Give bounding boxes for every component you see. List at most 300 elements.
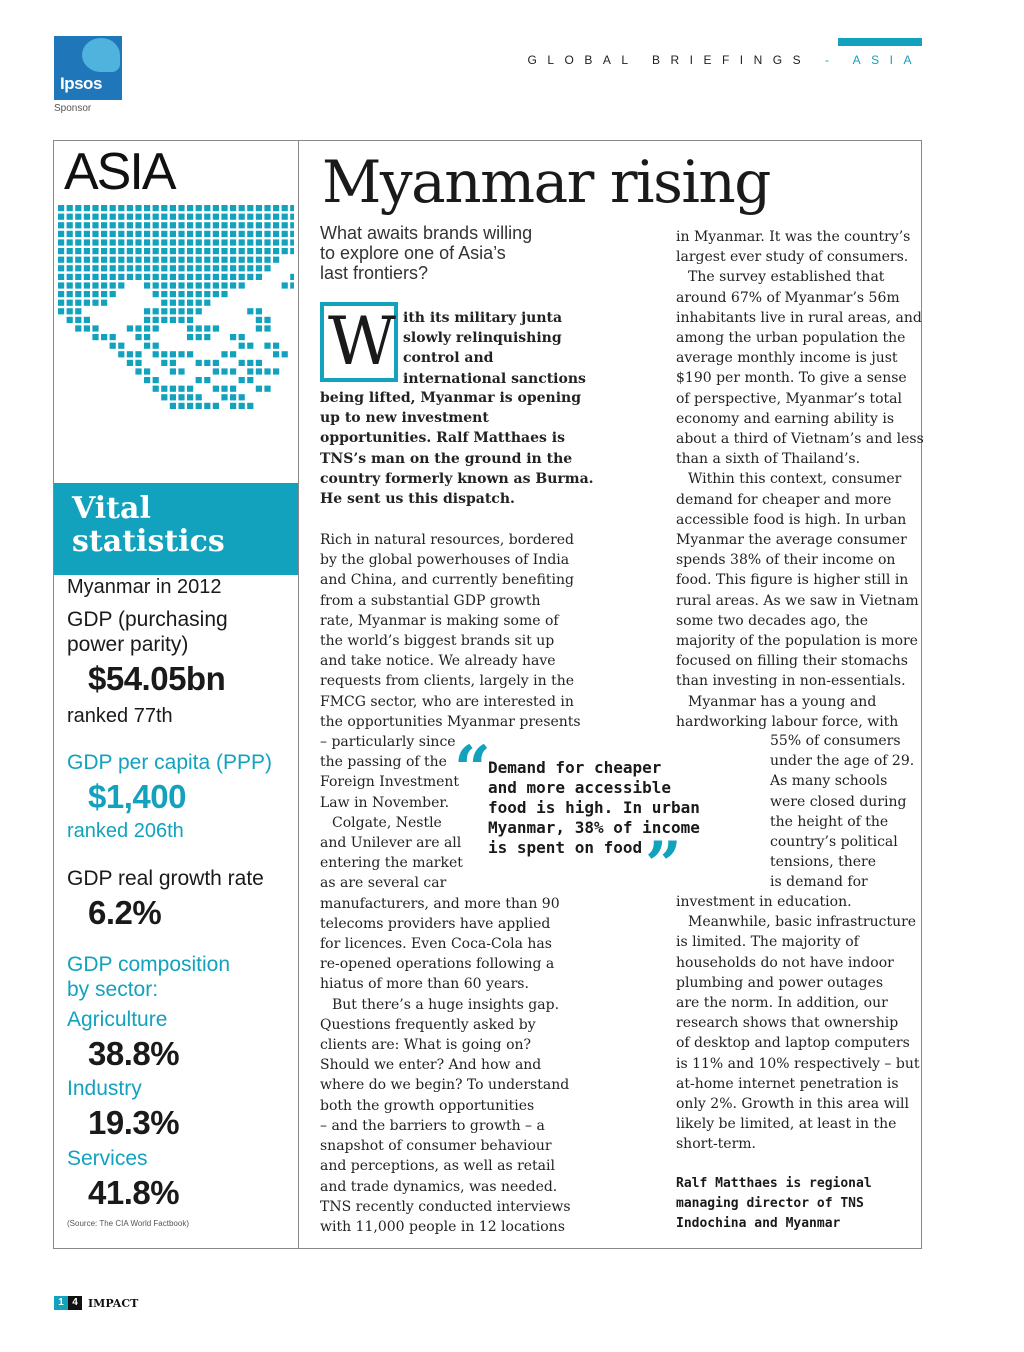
map-dot xyxy=(75,214,81,220)
map-dot xyxy=(187,222,193,228)
map-dot xyxy=(196,291,202,297)
map-dot xyxy=(67,205,73,211)
text-line: only 2%. Growth in this area will xyxy=(676,1096,910,1113)
text-line: Myanmar the average consumer xyxy=(676,532,907,549)
column-divider xyxy=(298,140,299,1249)
map-dot xyxy=(67,300,73,306)
map-dot xyxy=(170,257,176,263)
map-dot xyxy=(75,257,81,263)
map-dot xyxy=(101,291,107,297)
map-dot xyxy=(170,239,176,245)
map-dot xyxy=(178,368,184,374)
map-dot xyxy=(170,265,176,271)
text-line: among the urban population the xyxy=(676,330,906,347)
text-line: and Unilever are all xyxy=(320,835,462,852)
map-dot xyxy=(196,222,202,228)
map-dot xyxy=(118,265,124,271)
text-line: He sent us this dispatch. xyxy=(320,491,515,508)
map-dot xyxy=(84,265,90,271)
page-number-digit: 1 xyxy=(54,1296,68,1310)
map-dot xyxy=(135,351,141,357)
map-dot xyxy=(256,325,262,331)
map-dot xyxy=(110,265,116,271)
map-dot xyxy=(187,351,193,357)
text-line: snapshot of consumer behaviour xyxy=(320,1138,552,1155)
map-dot xyxy=(187,248,193,254)
map-dot xyxy=(110,334,116,340)
text-line: largest ever study of consumers. xyxy=(676,249,909,266)
map-dot xyxy=(153,274,159,280)
map-dot xyxy=(256,214,262,220)
map-dot xyxy=(75,231,81,237)
text-line: at-home internet penetration is xyxy=(676,1075,899,1092)
map-dot xyxy=(153,308,159,314)
map-dot xyxy=(213,291,219,297)
map-dot xyxy=(221,368,227,374)
map-dot xyxy=(67,231,73,237)
map-dot xyxy=(256,239,262,245)
text-line: requests from clients, largely in the xyxy=(320,673,574,690)
standfirst-line: What awaits brands willing xyxy=(320,223,533,243)
map-dot xyxy=(110,214,116,220)
growth-rate-value: 6.2% xyxy=(88,894,162,931)
map-dot xyxy=(221,386,227,392)
map-dot xyxy=(196,265,202,271)
ipsos-logo xyxy=(54,36,122,100)
text-line: Meanwhile, basic infrastructure xyxy=(688,914,917,931)
map-dot xyxy=(178,351,184,357)
text-line: majority of the population is more xyxy=(676,633,918,650)
text-line: Rich in natural resources, bordered xyxy=(320,532,575,548)
map-dot xyxy=(230,282,236,288)
text-line: demand for cheaper and more xyxy=(676,491,892,508)
map-dot xyxy=(153,265,159,271)
map-dot xyxy=(196,257,202,263)
map-dot xyxy=(230,368,236,374)
map-dot xyxy=(204,377,210,383)
map-dot xyxy=(230,214,236,220)
map-dot xyxy=(75,282,81,288)
map-dot xyxy=(101,274,107,280)
map-dot xyxy=(84,222,90,228)
map-dot xyxy=(135,205,141,211)
map-dot xyxy=(135,368,141,374)
text-line: by the global powerhouses of India xyxy=(320,552,570,569)
map-dot xyxy=(273,343,279,349)
sponsor-label: Sponsor xyxy=(54,103,92,114)
map-dot xyxy=(58,274,64,280)
gdp-ppp-label-line: power parity) xyxy=(67,633,189,656)
map-dot xyxy=(153,248,159,254)
map-dot xyxy=(264,214,270,220)
map-dot xyxy=(67,291,73,297)
map-dot xyxy=(196,403,202,409)
map-dot xyxy=(58,239,64,245)
map-dot xyxy=(170,403,176,409)
map-dot xyxy=(153,282,159,288)
map-dot xyxy=(290,282,294,288)
map-dot xyxy=(204,265,210,271)
map-dot xyxy=(178,231,184,237)
map-dot xyxy=(118,222,124,228)
map-dot xyxy=(67,265,73,271)
map-dot xyxy=(273,205,279,211)
text-line: TNS recently conducted interviews xyxy=(320,1198,571,1215)
text-line: and perceptions, as well as retail xyxy=(320,1158,555,1175)
map-dot xyxy=(118,231,124,237)
map-dot xyxy=(127,214,133,220)
text-line: is 11% and 10% respectively – but xyxy=(676,1055,920,1072)
map-dot xyxy=(239,274,245,280)
map-dot xyxy=(230,351,236,357)
map-dot xyxy=(282,222,288,228)
map-dot xyxy=(144,265,150,271)
map-dot xyxy=(187,231,193,237)
map-dot xyxy=(84,248,90,254)
map-dot xyxy=(161,257,167,263)
text-line: with 11,000 people in 12 locations xyxy=(320,1218,565,1235)
map-dot xyxy=(221,214,227,220)
map-dot xyxy=(110,231,116,237)
growth-rate-label: GDP real growth rate xyxy=(67,867,264,890)
map-dot xyxy=(239,343,245,349)
map-dot xyxy=(256,257,262,263)
map-dot xyxy=(256,308,262,314)
agriculture-label: Agriculture xyxy=(67,1008,168,1031)
map-dot xyxy=(101,282,107,288)
section-name: GLOBAL BRIEFINGS xyxy=(527,53,812,67)
map-dot xyxy=(58,222,64,228)
map-dot xyxy=(170,222,176,228)
gdp-composition-label-line: GDP composition xyxy=(67,953,231,976)
map-dot xyxy=(247,368,253,374)
map-dot xyxy=(92,334,98,340)
map-dot xyxy=(247,343,253,349)
map-dot xyxy=(84,231,90,237)
map-dot xyxy=(161,386,167,392)
text-line: than a sixth of Thailand’s. xyxy=(676,451,861,468)
map-dot xyxy=(75,291,81,297)
map-dot xyxy=(135,325,141,331)
map-dot xyxy=(127,360,133,366)
map-dot xyxy=(178,403,184,409)
map-dot xyxy=(127,265,133,271)
article-headline: Myanmar rising xyxy=(322,148,770,216)
text-line: – and the barriers to growth – a xyxy=(320,1117,545,1134)
text-line: 55% of consumers xyxy=(770,733,901,749)
text-line: around 67% of Myanmar’s 56m xyxy=(676,289,900,306)
map-dot xyxy=(239,403,245,409)
sidebar-title: ASIA xyxy=(64,143,175,201)
map-dot xyxy=(161,248,167,254)
map-dot xyxy=(67,239,73,245)
map-dot xyxy=(247,360,253,366)
map-dot xyxy=(58,214,64,220)
map-dot xyxy=(213,386,219,392)
ipsos-logo-text: Ipsos xyxy=(60,74,102,93)
map-dot xyxy=(196,300,202,306)
map-dot xyxy=(247,265,253,271)
map-dot xyxy=(118,274,124,280)
map-dot xyxy=(161,300,167,306)
map-dot xyxy=(92,205,98,211)
map-dot xyxy=(196,325,202,331)
map-dot xyxy=(170,368,176,374)
text-line: food is high. In urban xyxy=(488,798,700,817)
map-dot xyxy=(221,351,227,357)
industry-label: Industry xyxy=(67,1077,142,1100)
map-dot xyxy=(239,222,245,228)
text-line: average monthly income is just xyxy=(676,350,898,367)
map-dot xyxy=(282,351,288,357)
map-dot xyxy=(92,231,98,237)
map-dot xyxy=(247,274,253,280)
map-dot xyxy=(84,317,90,323)
map-dot xyxy=(178,257,184,263)
map-dot xyxy=(67,308,73,314)
map-dot xyxy=(256,231,262,237)
gdp-ppp-rank: ranked 77th xyxy=(67,705,173,727)
map-dot xyxy=(110,291,116,297)
map-dot xyxy=(144,248,150,254)
map-dot xyxy=(153,343,159,349)
map-dot xyxy=(187,394,193,400)
map-dot xyxy=(153,231,159,237)
gdp-composition-label-line: by sector: xyxy=(67,978,159,1001)
quote-close-mark: ” xyxy=(645,828,682,903)
map-dot xyxy=(110,239,116,245)
map-dot xyxy=(239,360,245,366)
map-dot xyxy=(84,325,90,331)
map-dot xyxy=(239,334,245,340)
map-dot xyxy=(204,231,210,237)
map-dot xyxy=(84,300,90,306)
map-dot xyxy=(92,282,98,288)
text-line: the passing of the xyxy=(320,754,447,771)
text-line: hardworking labour force, with xyxy=(676,713,899,730)
standfirst-line: last frontiers? xyxy=(320,263,429,283)
map-dot xyxy=(290,222,294,228)
map-dot xyxy=(230,257,236,263)
map-dot xyxy=(101,239,107,245)
map-dot xyxy=(196,214,202,220)
map-dot xyxy=(213,257,219,263)
map-dot xyxy=(178,205,184,211)
text-line: Within this context, consumer xyxy=(688,471,902,488)
article-intro-bottom xyxy=(320,388,594,509)
map-dot xyxy=(170,205,176,211)
map-dot xyxy=(58,291,64,297)
map-dot xyxy=(118,214,124,220)
map-dot xyxy=(127,274,133,280)
map-dot xyxy=(204,214,210,220)
map-dot xyxy=(230,386,236,392)
map-dot xyxy=(213,325,219,331)
map-dot xyxy=(213,265,219,271)
map-dot xyxy=(110,222,116,228)
text-line: up to new investment xyxy=(320,410,489,427)
text-line: hiatus of more than 60 years. xyxy=(320,976,529,993)
map-dot xyxy=(75,265,81,271)
map-dot xyxy=(153,377,159,383)
gdp-per-capita-label: GDP per capita (PPP) xyxy=(67,751,273,774)
map-dot xyxy=(84,282,90,288)
map-dot xyxy=(118,343,124,349)
text-line: Demand for cheaper xyxy=(488,758,662,777)
map-dot xyxy=(196,248,202,254)
map-dot xyxy=(67,248,73,254)
map-dot xyxy=(170,351,176,357)
map-dot xyxy=(170,274,176,280)
map-dot xyxy=(92,248,98,254)
article-intro-top xyxy=(403,308,586,389)
vital-title-line: statistics xyxy=(72,524,225,559)
map-dot xyxy=(230,334,236,340)
text-line: accessible food is high. In urban xyxy=(676,511,907,528)
map-dot xyxy=(239,377,245,383)
map-dot xyxy=(92,300,98,306)
map-dot xyxy=(161,291,167,297)
map-dot xyxy=(101,214,107,220)
map-dot xyxy=(230,394,236,400)
map-dot xyxy=(178,248,184,254)
text-line: being lifted, Myanmar is opening xyxy=(320,390,582,406)
industry-value: 19.3% xyxy=(88,1104,180,1141)
text-line: As many schools xyxy=(770,773,888,790)
map-dot xyxy=(67,274,73,280)
text-line: is spent on food xyxy=(488,838,643,857)
map-dot xyxy=(118,248,124,254)
map-dot xyxy=(230,231,236,237)
map-dot xyxy=(84,205,90,211)
map-dot xyxy=(161,205,167,211)
article-column-2-wrap xyxy=(770,731,914,893)
map-dot xyxy=(58,300,64,306)
map-dot xyxy=(204,325,210,331)
map-dot xyxy=(196,394,202,400)
map-dot xyxy=(204,403,210,409)
section-region: ASIA xyxy=(852,53,922,67)
map-dot xyxy=(187,214,193,220)
map-dot xyxy=(290,214,294,220)
map-dot xyxy=(247,239,253,245)
map-dot xyxy=(273,368,279,374)
text-line: and trade dynamics, was needed. xyxy=(320,1178,558,1195)
map-dot xyxy=(204,248,210,254)
map-dot xyxy=(256,368,262,374)
map-dot xyxy=(221,394,227,400)
gdp-per-capita-value: $1,400 xyxy=(88,778,186,815)
map-dot xyxy=(221,274,227,280)
map-dot xyxy=(161,282,167,288)
text-line: inhabitants live in rural areas, and xyxy=(676,309,922,326)
text-line: managing director of TNS xyxy=(676,1196,864,1211)
map-dot xyxy=(135,265,141,271)
map-dot xyxy=(75,248,81,254)
map-dot xyxy=(144,214,150,220)
map-dot xyxy=(144,282,150,288)
map-dot xyxy=(264,231,270,237)
map-dot xyxy=(170,282,176,288)
map-dot xyxy=(187,300,193,306)
map-dot xyxy=(247,214,253,220)
map-dot xyxy=(118,351,124,357)
map-dot xyxy=(221,205,227,211)
text-line: FMCG sector, who are interested in xyxy=(320,693,574,710)
map-dot xyxy=(161,231,167,237)
map-dot xyxy=(230,265,236,271)
section-header xyxy=(528,53,922,67)
text-line: rural areas. As we saw in Vietnam xyxy=(676,592,919,609)
map-dot xyxy=(58,265,64,271)
map-dot xyxy=(264,248,270,254)
map-dot xyxy=(221,222,227,228)
map-dot xyxy=(264,239,270,245)
map-dot xyxy=(92,291,98,297)
map-dot xyxy=(221,291,227,297)
map-dot xyxy=(144,334,150,340)
map-dot xyxy=(178,222,184,228)
map-dot xyxy=(273,351,279,357)
map-dot xyxy=(58,257,64,263)
article-column-1 xyxy=(320,530,581,1237)
vital-title-line: Vital xyxy=(72,491,151,526)
section-separator: - xyxy=(824,53,840,67)
map-dot xyxy=(264,205,270,211)
gdp-ppp-label xyxy=(67,607,228,657)
map-dot xyxy=(170,360,176,366)
map-dot xyxy=(264,386,270,392)
map-dot xyxy=(75,317,81,323)
map-dot xyxy=(144,325,150,331)
map-dot xyxy=(170,308,176,314)
map-dot xyxy=(161,274,167,280)
map-dot xyxy=(256,360,262,366)
map-dot xyxy=(178,300,184,306)
text-line: both the growth opportunities xyxy=(320,1097,535,1114)
map-dot xyxy=(135,222,141,228)
map-dot xyxy=(256,265,262,271)
text-line: ith its military junta xyxy=(403,310,563,326)
text-line: is limited. The majority of xyxy=(676,934,859,951)
publication-name: IMPACT xyxy=(88,1296,139,1310)
map-dot xyxy=(213,403,219,409)
map-dot xyxy=(273,257,279,263)
map-dot xyxy=(127,248,133,254)
map-dot xyxy=(178,282,184,288)
map-dot xyxy=(84,214,90,220)
map-dot xyxy=(170,231,176,237)
map-dot xyxy=(256,222,262,228)
text-line: control and xyxy=(403,350,494,367)
map-dot xyxy=(196,282,202,288)
map-dot xyxy=(127,257,133,263)
map-dot xyxy=(170,300,176,306)
gdp-composition-label xyxy=(67,952,230,1002)
map-dot xyxy=(153,205,159,211)
map-dot xyxy=(230,248,236,254)
map-dot xyxy=(247,403,253,409)
map-dot xyxy=(213,214,219,220)
header-accent-bar xyxy=(838,38,922,46)
map-dot xyxy=(75,239,81,245)
map-dot xyxy=(144,343,150,349)
text-line: telecoms providers have applied xyxy=(320,915,551,932)
map-dot xyxy=(230,403,236,409)
map-dot xyxy=(135,239,141,245)
map-dot xyxy=(144,377,150,383)
text-line: rate, Myanmar is making some of xyxy=(320,612,559,629)
